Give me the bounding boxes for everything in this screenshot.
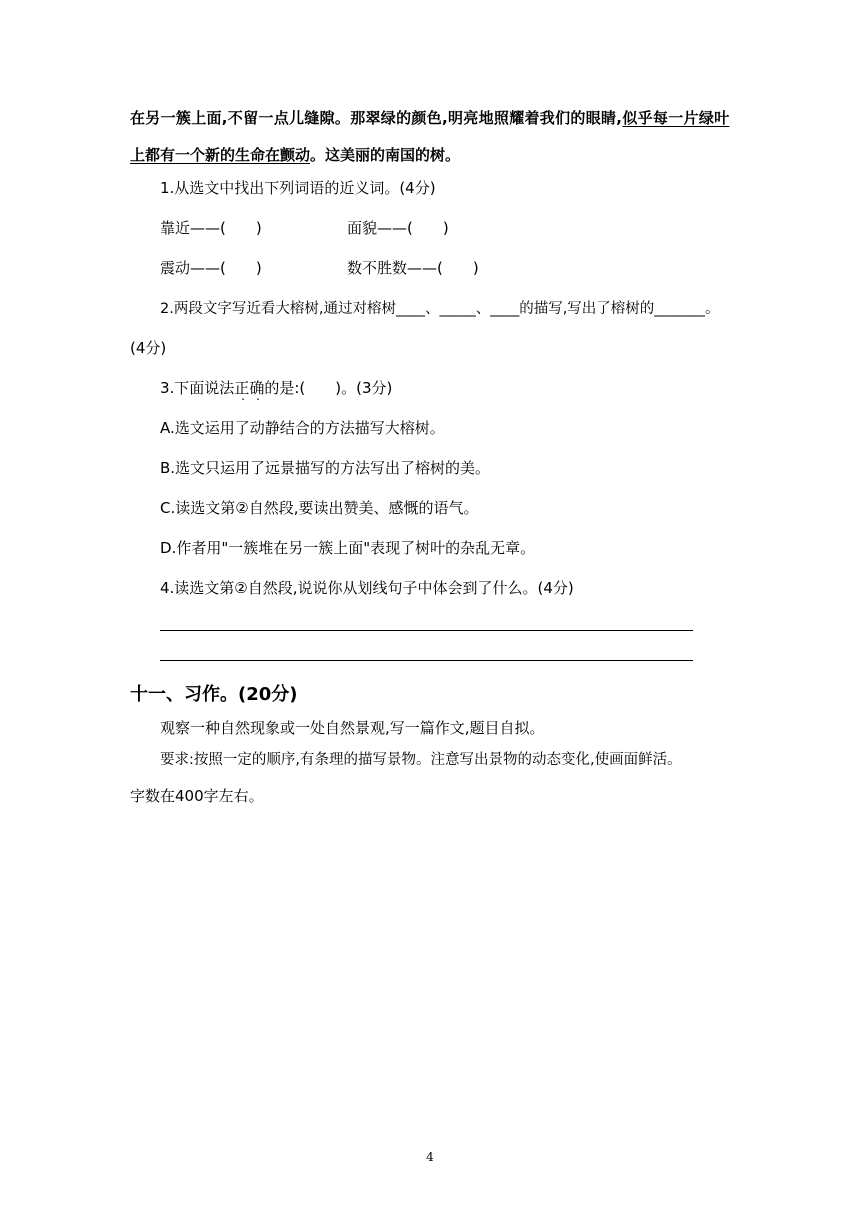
question-3-emphasis-char-1: 正 bbox=[234, 379, 250, 397]
question-2-score: (4分) bbox=[130, 339, 167, 357]
question-3-option-d: D.作者用"一簇堆在另一簇上面"表现了树叶的杂乱无章。 bbox=[160, 539, 536, 557]
question-4-prompt: 4.读选文第②自然段,说说你从划线句子中体会到了什么。(4分) bbox=[160, 579, 574, 597]
question-3-emphasis-char-2: 确 bbox=[249, 379, 265, 397]
answer-line-2 bbox=[160, 660, 693, 661]
passage-line-1-plain: 在另一簇上面,不留一点儿缝隙。那翠绿的颜色,明亮地照耀着我们的眼睛, bbox=[130, 109, 623, 127]
question-3-prompt-after: 的是:( )。(3分) bbox=[264, 379, 393, 397]
passage-line-2-plain: 。这美丽的南国的树。 bbox=[310, 146, 461, 164]
question-2-prompt: 2.两段文字写近看大榕树,通过对榕树____、_____、____的描写,写出了榕树的_______。 bbox=[160, 301, 720, 317]
question-3-prompt bbox=[160, 378, 392, 398]
answer-line-1 bbox=[160, 630, 693, 631]
passage-line-1 bbox=[130, 108, 729, 128]
composition-heading: 十一、习作。(20分) bbox=[130, 684, 298, 705]
composition-task: 观察一种自然现象或一处自然景观,写一篇作文,题目自拟。 bbox=[160, 719, 545, 737]
question-1-item-2: 面貌——( ) bbox=[347, 219, 449, 237]
passage-line-2 bbox=[130, 145, 460, 165]
question-3-prompt-before: 3.下面说法 bbox=[160, 379, 235, 397]
question-3-option-b: B.选文只运用了远景描写的方法写出了榕树的美。 bbox=[160, 459, 491, 477]
question-1-item-3: 震动——( ) bbox=[160, 259, 262, 277]
question-1-prompt: 1.从选文中找出下列词语的近义词。(4分) bbox=[160, 179, 436, 197]
page-number: 4 bbox=[426, 1150, 434, 1164]
passage-line-2-underlined: 上都有一个新的生命在颤动 bbox=[130, 146, 311, 164]
question-3-option-c: C.读选文第②自然段,要读出赞美、感慨的语气。 bbox=[160, 499, 479, 517]
question-3-option-a: A.选文运用了动静结合的方法描写大榕树。 bbox=[160, 419, 445, 437]
composition-word-count: 字数在400字左右。 bbox=[130, 787, 264, 805]
question-1-item-1: 靠近——( ) bbox=[160, 219, 262, 237]
passage-line-1-underlined: 似乎每一片绿叶 bbox=[622, 109, 730, 127]
composition-requirement: 要求:按照一定的顺序,有条理的描写景物。注意写出景物的动态变化,使画面鲜活。 bbox=[160, 752, 682, 768]
question-1-item-4: 数不胜数——( ) bbox=[347, 259, 479, 277]
